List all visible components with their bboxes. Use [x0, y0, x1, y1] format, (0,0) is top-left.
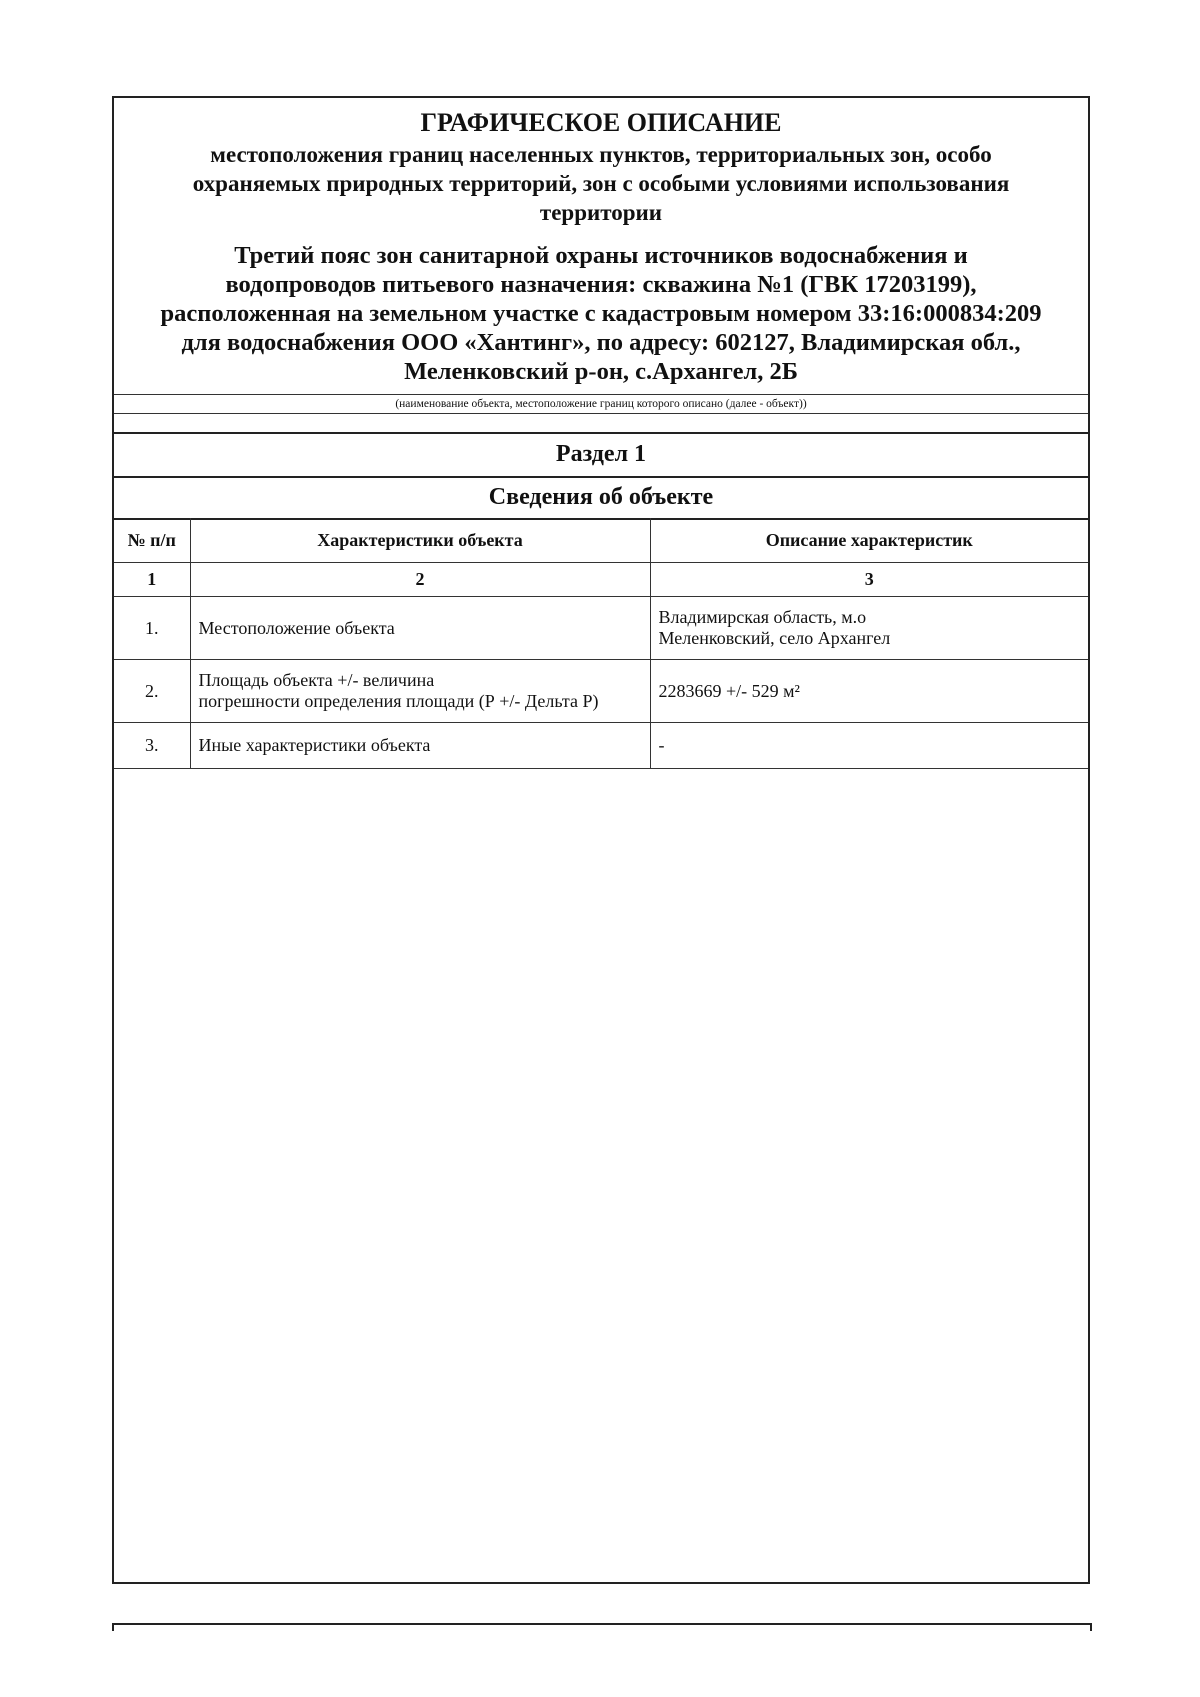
object-properties-table: [114, 518, 1088, 769]
row-number: 1.: [114, 597, 190, 660]
spacer-band: [114, 412, 1088, 434]
description-line: Владимирская область, м.о: [658, 607, 867, 627]
table-header-row: [114, 518, 1088, 563]
row-characteristic: [190, 723, 650, 769]
document-title: ГРАФИЧЕСКОЕ ОПИСАНИЕ: [420, 108, 782, 137]
characteristic-line: Местоположение объекта: [198, 617, 395, 638]
column-number: 2: [190, 563, 650, 597]
object-line: расположенная на земельном участке с кадастровым номером 33:16:000834:209: [160, 300, 1042, 327]
characteristic-line: погрешности определения площади (Р +/- Дельта Р): [198, 691, 599, 711]
object-caption: (наименование объекта, местоположение границ которого описано (далее - объект)): [114, 394, 1088, 414]
object-line: водопроводов питьевого назначения: скважина №1 (ГВК 17203199),: [225, 271, 977, 298]
column-number-row: [114, 563, 1088, 597]
column-header-description: Описание характеристик: [650, 518, 1088, 563]
row-number: 3.: [114, 723, 190, 769]
row-description: [650, 597, 1088, 660]
section-title: Раздел 1: [114, 432, 1088, 478]
table-row: [114, 597, 1088, 660]
subtitle-line: территории: [539, 200, 663, 225]
object-line: Меленковский р-он, с.Архангел, 2Б: [404, 358, 798, 385]
column-number: 1: [114, 563, 190, 597]
column-header-number: № п/п: [114, 518, 190, 563]
document-frame: [112, 96, 1090, 1584]
characteristic-line: Иные характеристики объекта: [198, 735, 431, 755]
document-header: [114, 98, 1088, 386]
column-number: 3: [650, 563, 1088, 597]
object-line: Третий пояс зон санитарной охраны источников водоснабжения и: [234, 242, 968, 269]
row-description: [650, 723, 1088, 769]
description-line: -: [658, 735, 665, 755]
row-number: 2.: [114, 660, 190, 723]
description-line: Меленковский, село Архангел: [658, 628, 891, 648]
column-header-characteristic: Характеристики объекта: [190, 518, 650, 563]
subtitle-line: охраняемых природных территорий, зон с особыми условиями использования: [192, 171, 1010, 196]
section-subtitle: Сведения об объекте: [114, 476, 1088, 520]
footer-rule: [112, 1623, 1092, 1625]
row-characteristic: [190, 597, 650, 660]
subtitle-line: местоположения границ населенных пунктов, территориальных зон, особо: [210, 142, 992, 167]
object-name: [126, 241, 1076, 386]
document-subtitle: [126, 140, 1076, 227]
row-description: [650, 660, 1088, 723]
table-row: [114, 723, 1088, 769]
table-row: [114, 660, 1088, 723]
description-line: 2283669 +/- 529 м²: [658, 680, 800, 701]
object-line: для водоснабжения ООО «Хантинг», по адресу: 602127, Владимирская обл.,: [181, 329, 1021, 356]
characteristic-line: Площадь объекта +/- величина: [198, 670, 435, 690]
row-characteristic: [190, 660, 650, 723]
